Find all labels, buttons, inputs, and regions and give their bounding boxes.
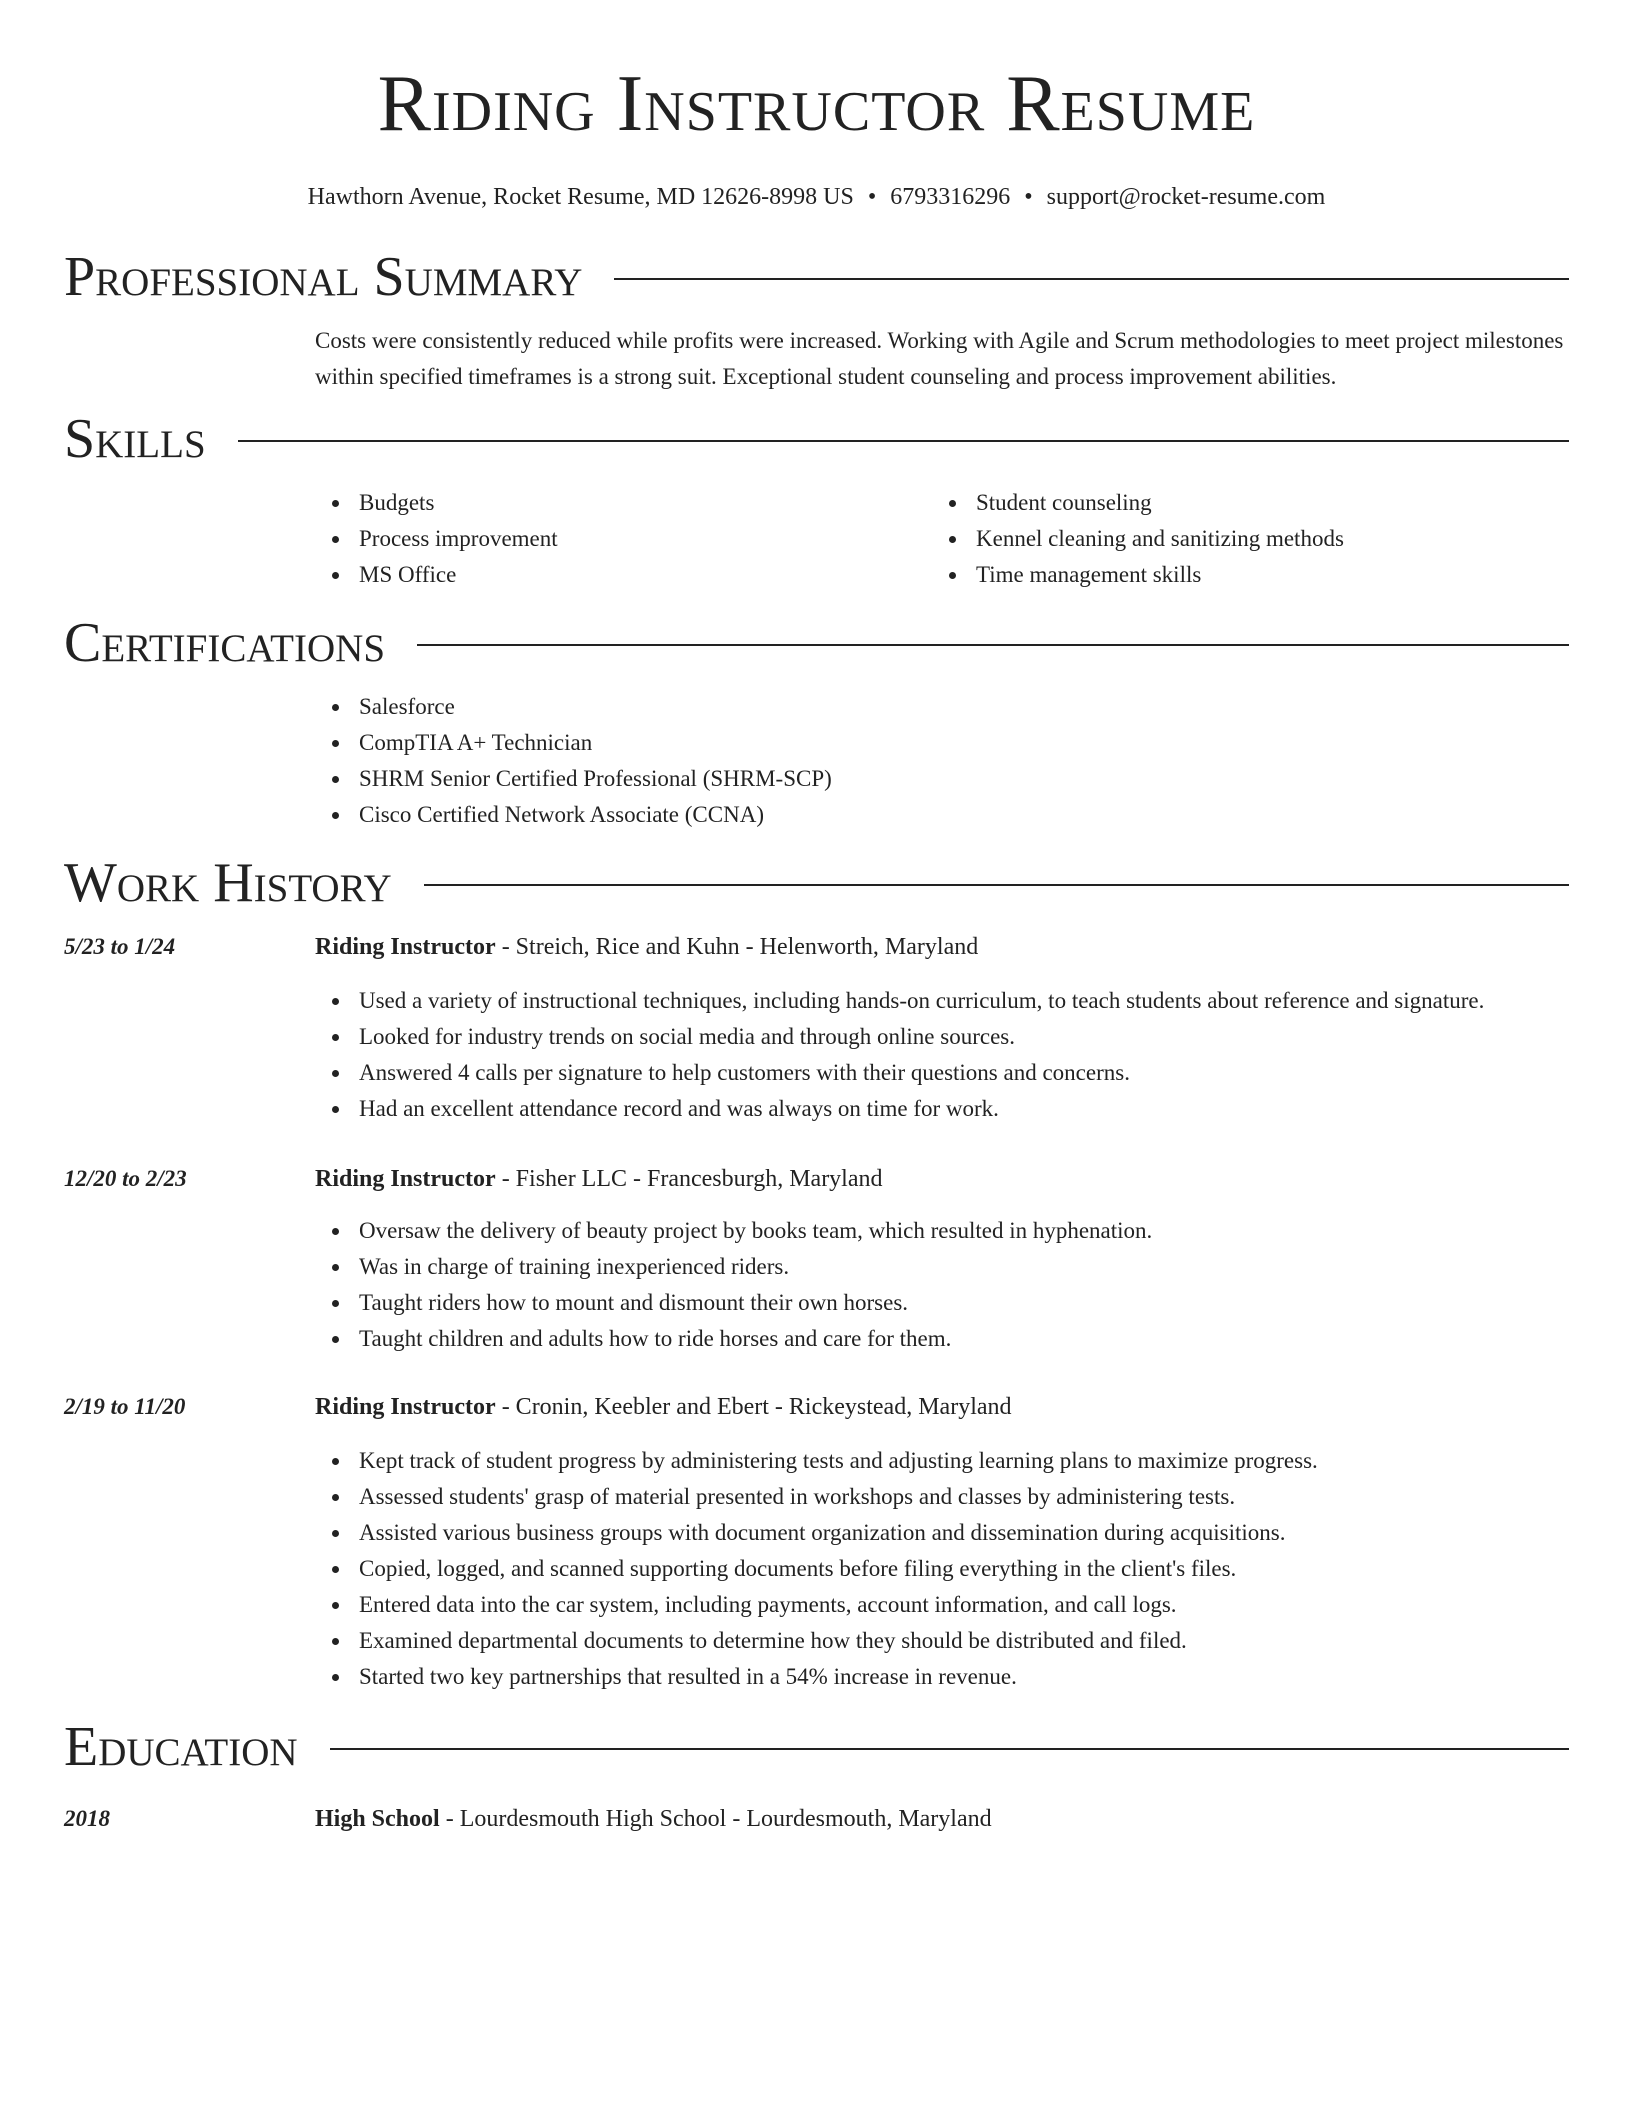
job-dates: 12/20 to 2/23 xyxy=(64,1166,187,1191)
job-bullet: Assisted various business groups with document organization and dissemination during acquisitions. xyxy=(315,1515,1569,1551)
section-divider xyxy=(417,644,1569,646)
education-section-header xyxy=(64,1715,1569,1779)
job-entry xyxy=(64,1161,1569,1357)
contact-line xyxy=(64,182,1569,212)
job-bullet: Used a variety of instructional techniques, including hands-on curriculum, to teach students about reference and signature. xyxy=(315,983,1569,1019)
job-entry xyxy=(64,1389,1569,1695)
job-dates: 5/23 to 1/24 xyxy=(64,934,176,959)
skill-item: Time management skills xyxy=(932,557,1549,593)
job-bullet: Assessed students' grasp of material presented in workshops and classes by administering tests. xyxy=(315,1479,1569,1515)
job-bullets xyxy=(315,983,1569,1127)
section-divider xyxy=(614,278,1569,280)
summary-heading: Professional Summary xyxy=(64,246,583,308)
contact-email: support@rocket-resume.com xyxy=(1046,184,1326,210)
job-role: Riding Instructor xyxy=(315,1394,496,1420)
job-bullet: Looked for industry trends on social media and through online sources. xyxy=(315,1019,1569,1055)
skill-item: Budgets xyxy=(315,485,932,521)
certification-item: Cisco Certified Network Associate (CCNA) xyxy=(315,797,1569,833)
work-section-header xyxy=(64,851,1569,915)
resume-title: Riding Instructor Resume xyxy=(377,60,1256,148)
section-divider xyxy=(330,1748,1569,1750)
skills-section-header xyxy=(64,407,1569,471)
education-entry xyxy=(64,1801,1569,1837)
certification-item: CompTIA A+ Technician xyxy=(315,725,1569,761)
education-school: - Lourdesmouth High School - Lourdesmouth, Maryland xyxy=(439,1806,992,1832)
job-bullet: Had an excellent attendance record and was always on time for work. xyxy=(315,1091,1569,1127)
certifications-section-header xyxy=(64,611,1569,675)
job-bullet: Taught riders how to mount and dismount their own horses. xyxy=(315,1285,1569,1321)
certifications-heading: Certifications xyxy=(64,612,386,674)
job-bullet: Answered 4 calls per signature to help customers with their questions and concerns. xyxy=(315,1055,1569,1091)
job-title-line xyxy=(315,1389,1012,1425)
skills-heading: Skills xyxy=(64,408,206,470)
job-role: Riding Instructor xyxy=(315,934,496,960)
education-year: 2018 xyxy=(64,1806,110,1831)
certifications-list xyxy=(315,689,1569,833)
certification-item: SHRM Senior Certified Professional (SHRM-SCP) xyxy=(315,761,1569,797)
skill-item: Student counseling xyxy=(932,485,1549,521)
job-bullet: Was in charge of training inexperienced riders. xyxy=(315,1249,1569,1285)
education-heading: Education xyxy=(64,1716,298,1778)
contact-phone: 6793316296 xyxy=(890,184,1011,210)
job-bullet: Taught children and adults how to ride horses and care for them. xyxy=(315,1321,1569,1357)
job-dates: 2/19 to 11/20 xyxy=(64,1394,186,1419)
job-bullet: Examined departmental documents to determine how they should be distributed and filed. xyxy=(315,1623,1569,1659)
job-bullet: Copied, logged, and scanned supporting documents before filing everything in the client's files. xyxy=(315,1551,1569,1587)
skills-list xyxy=(315,485,1569,593)
skills-column-left xyxy=(315,485,932,593)
job-bullets xyxy=(315,1213,1569,1357)
job-bullet: Oversaw the delivery of beauty project by books team, which resulted in hyphenation. xyxy=(315,1213,1569,1249)
skill-item: Kennel cleaning and sanitizing methods xyxy=(932,521,1549,557)
job-title-line xyxy=(315,929,978,965)
summary-section-header xyxy=(64,245,1569,309)
skill-item: Process improvement xyxy=(315,521,932,557)
contact-address: Hawthorn Avenue, Rocket Resume, MD 12626-8998 US xyxy=(307,184,854,210)
job-role: Riding Instructor xyxy=(315,1166,496,1192)
job-entry xyxy=(64,929,1569,1127)
section-divider xyxy=(424,884,1569,886)
job-employer: - Cronin, Keebler and Ebert - Rickeystead, Maryland xyxy=(495,1394,1012,1420)
education-line xyxy=(315,1801,992,1837)
skills-column-right xyxy=(932,485,1549,593)
job-employer: - Streich, Rice and Kuhn - Helenworth, Maryland xyxy=(495,934,979,960)
job-employer: - Fisher LLC - Francesburgh, Maryland xyxy=(495,1166,883,1192)
work-heading: Work History xyxy=(64,852,392,914)
summary-text: Costs were consistently reduced while profits were increased. Working with Agile and Scrum methodologies to meet project milestones within specified timeframes is a strong suit. Exceptional student counseling and process improvement abilities. xyxy=(315,328,1564,389)
job-bullet: Started two key partnerships that resulted in a 54% increase in revenue. xyxy=(315,1659,1569,1695)
resume-page xyxy=(64,0,1569,1837)
contact-separator: • xyxy=(867,184,877,210)
job-bullets xyxy=(315,1443,1569,1695)
section-divider xyxy=(238,440,1569,442)
contact-separator: • xyxy=(1024,184,1033,210)
education-degree: High School xyxy=(315,1806,440,1832)
skill-item: MS Office xyxy=(315,557,932,593)
job-bullet: Entered data into the car system, including payments, account information, and call logs. xyxy=(315,1587,1569,1623)
certification-item: Salesforce xyxy=(315,689,1569,725)
job-title-line xyxy=(315,1161,883,1197)
job-bullet: Kept track of student progress by administering tests and adjusting learning plans to maximize progress. xyxy=(315,1443,1569,1479)
